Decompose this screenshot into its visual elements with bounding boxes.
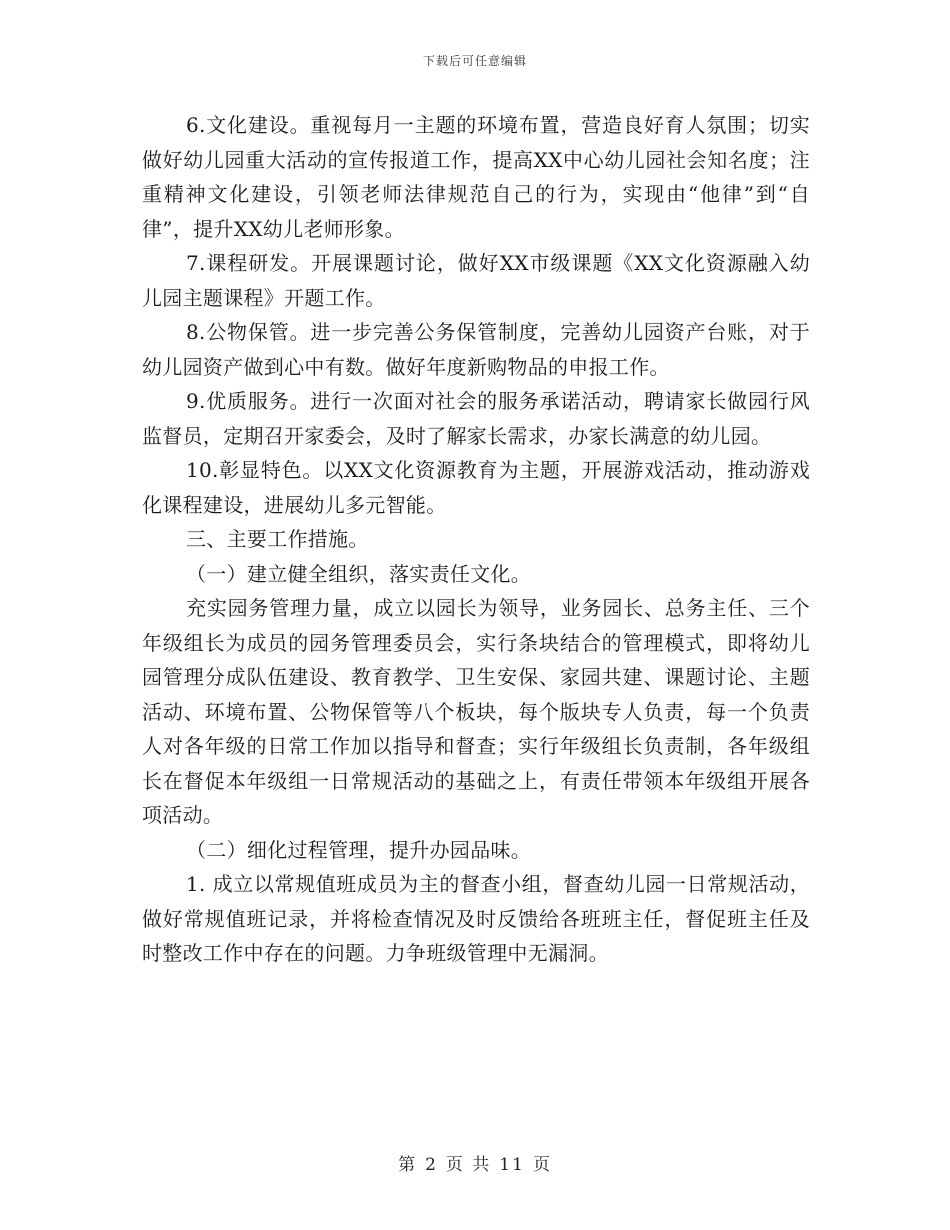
paragraph-quality-service: 9.优质服务。进行一次面对社会的服务承诺活动，聘请家长做园行风监督员，定期召开家委会，及时了解家长需求，办家长满意的幼儿园。 xyxy=(142,389,810,448)
current-page-number: 2 xyxy=(425,1155,438,1175)
paragraph-inspection-team: 1. 成立以常规值班成员为主的督查小组，督查幼儿园一日常规活动，做好常规值班记录，并将检查情况及时反馈给各班班主任，督促班主任及时整改工作中存在的问题。力争班级管理中无漏洞。 xyxy=(142,872,810,965)
document-body xyxy=(142,108,810,971)
total-pages-number: 11 xyxy=(499,1155,525,1175)
paragraph-management-committee: 充实园务管理力量，成立以园长为领导，业务园长、总务主任、三个年级组长为成员的园务管理委员会，实行条块结合的管理模式，即将幼儿园管理分成队伍建设、教育教学、卫生安保、家园共建、课题讨论、主题活动、环境布置、公物保管等八个板块，每个版块专人负责，每一个负责人对各年级的日常工作加以指导和督查；实行年级组长负责制，各年级组长在督促本年级组一日常规活动的基础之上，有责任带领本年级组开展各项活动。 xyxy=(142,596,810,827)
page-label-prefix: 第 xyxy=(398,1155,418,1175)
page-footer xyxy=(0,1150,950,1175)
section-heading-main-measures: 三、主要工作措施。 xyxy=(186,527,369,551)
page-label-suffix: 页 xyxy=(532,1155,552,1175)
paragraph-culture-building: 6.文化建设。重视每月一主题的环境布置，营造良好育人氛围；切实做好幼儿园重大活动的宣传报道工作，提高XX中心幼儿园社会知名度；注重精神文化建设，引领老师法律规范自己的行为，实现由“他律”到“自律”，提升XX幼儿老师形象。 xyxy=(142,113,810,241)
subsection-heading-process-management: （二）细化过程管理，提升办园品味。 xyxy=(186,837,532,862)
paragraph-property-custody: 8.公物保管。进一步完善公务保管制度，完善幼儿园资产台账，对于幼儿园资产做到心中有数。做好年度新购物品的申报工作。 xyxy=(142,320,810,379)
page-label-mid: 页 共 xyxy=(445,1155,492,1175)
subsection-heading-organization: （一）建立健全组织，落实责任文化。 xyxy=(186,561,532,586)
page-header: 下载后可任意编辑 xyxy=(422,54,527,68)
paragraph-highlight-features: 10.彰显特色。以XX文化资源教育为主题，开展游戏活动，推动游戏化课程建设，进展幼儿多元智能。 xyxy=(142,458,810,517)
paragraph-curriculum-research: 7.课程研发。开展课题讨论，做好XX市级课题《XX文化资源融入幼儿园主题课程》开题工作。 xyxy=(142,251,810,310)
